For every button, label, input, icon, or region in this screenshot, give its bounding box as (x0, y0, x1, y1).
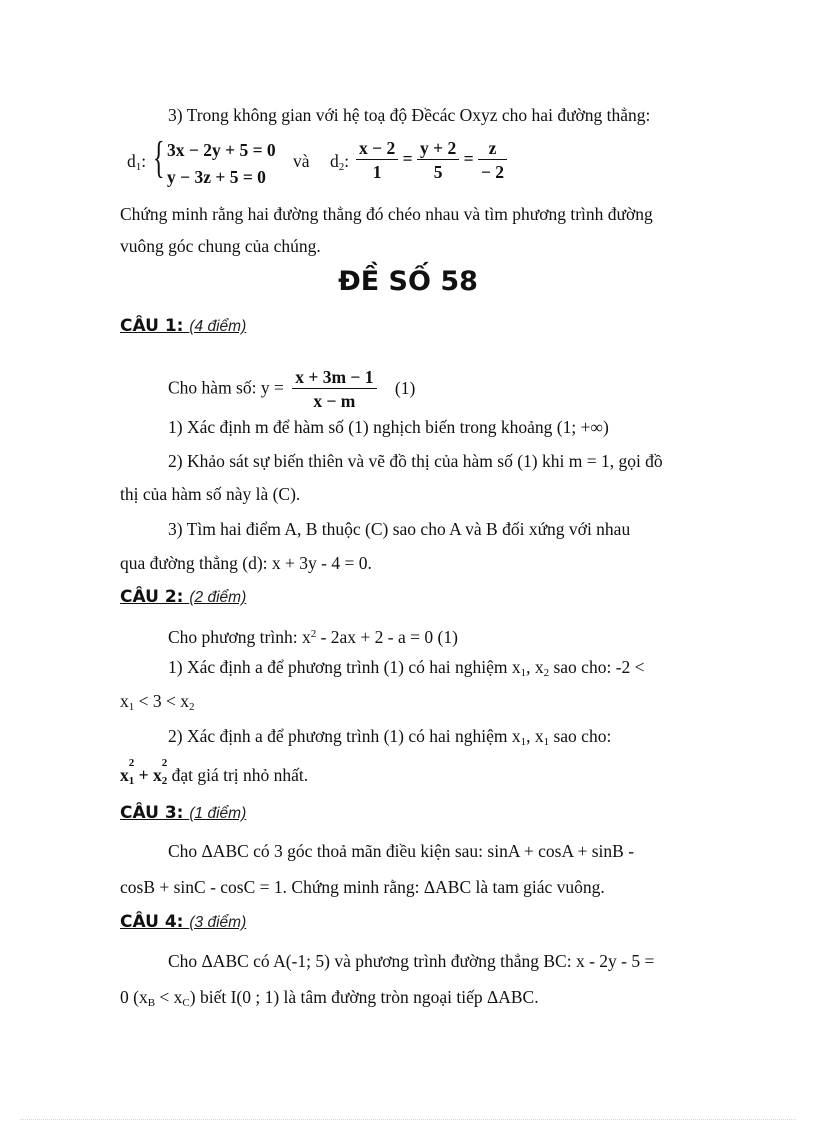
cau4-line1: Cho ΔABC có A(-1; 5) và phương trình đường thẳng BC: x - 2y - 5 = (168, 951, 655, 971)
cau2-equation: Cho phương trình: $x^2 - 2ax + 2 - a = 0$ (1) (168, 627, 458, 647)
and-word: và (293, 151, 310, 171)
cau4-line2: 0 $(x_B < x_C)$ biết I(0 ; 1) là tâm đường tròn ngoại tiếp ΔABC. (120, 987, 539, 1009)
cau2-q2-line2: x 2 $_1$ + x 2 $_2$ đạt giá trị nhỏ nhất. (120, 757, 309, 787)
cau3-heading: CÂU 3: (1 điểm) (120, 803, 247, 823)
cau2-q1-line2: $x_1 < 3 < x_2$ (120, 691, 195, 713)
cau1-q3-line1: 3) Tìm hai điểm A, B thuộc (C) sao cho A và B đối xứng với nhau (168, 519, 631, 539)
d2-fraction-2: $\frac{y + 2}{5}$ (417, 137, 459, 184)
function-fraction: $\frac{x + 3m - 1}{x - m}$ (292, 366, 376, 413)
d1-eq1: 3x − 2y + 5 = 0 (167, 140, 276, 160)
cau3-points: (1 điểm) (189, 805, 247, 822)
cau1-function: Cho hàm số: y = $\frac{x + 3m - 1}{x - m}$ (1) (168, 367, 416, 411)
cau4-points: (3 điểm) (189, 914, 247, 931)
exam-title: ĐỀ SỐ 58 (338, 266, 478, 297)
prove-line-2: vuông góc chung của chúng. (120, 236, 321, 256)
left-brace: { (153, 133, 165, 182)
d2-fraction-1: $\frac{x - 2}{1}$ (356, 137, 398, 184)
cau1-q2-line2: thị của hàm số này là (C). (120, 484, 301, 504)
cau2-q2-line1: 2) Xác định a để phương trình (1) có hai nghiệm $x_1$, $x_1$ sao cho: (168, 726, 612, 748)
cau1-q1: 1) Xác định m để hàm số (1) nghịch biến trong khoảng (1; +∞) (168, 417, 609, 437)
d2-fraction-3: $\frac{z}{- 2}$ (478, 137, 507, 184)
d1-eq2: y − 3z + 5 = 0 (167, 167, 266, 187)
cau2-heading: CÂU 2: (2 điểm) (120, 587, 247, 607)
d2-equation: $\frac{x - 2}{1}$ = $\frac{y + 2}{5}$ = $\frac{z}{- 2}$ (356, 137, 507, 184)
sum-of-squares: x 2 $_1$ + x 2 $_2$ (120, 757, 168, 787)
cau1-points: (4 điểm) (189, 318, 247, 335)
cau1-q3-line2: qua đường thẳng (d): x + 3y - 4 = 0. (120, 553, 372, 573)
cau4-heading: CÂU 4: (3 điểm) (120, 912, 247, 932)
d2-label: $d_2$: (330, 151, 350, 173)
d1-label: $d_1$: (127, 151, 147, 173)
cau2-points: (2 điểm) (189, 589, 247, 606)
cau1-q2-line1: 2) Khảo sát sự biến thiên và vẽ đồ thị của hàm số (1) khi m = 1, gọi đồ (168, 451, 663, 471)
cau3-line1: Cho ΔABC có 3 góc thoả mãn điều kiện sau: sinA + cosA + sinB - (168, 841, 635, 861)
page-bottom-rule (20, 1119, 796, 1120)
prove-line-1: Chứng minh rằng hai đường thẳng đó chéo nhau và tìm phương trình đường (120, 204, 653, 224)
intro-statement: 3) Trong không gian với hệ toạ độ Đềcác Oxyz cho hai đường thẳng: (168, 105, 651, 125)
cau3-line2: cosB + sinC - cosC = 1. Chứng minh rằng: ΔABC là tam giác vuông. (120, 877, 605, 897)
cau2-q1-line1: 1) Xác định a để phương trình (1) có hai nghiệm $x_1$, $x_2$ sao cho: -2 < (168, 657, 645, 679)
cau1-heading: CÂU 1: (4 điểm) (120, 316, 247, 336)
